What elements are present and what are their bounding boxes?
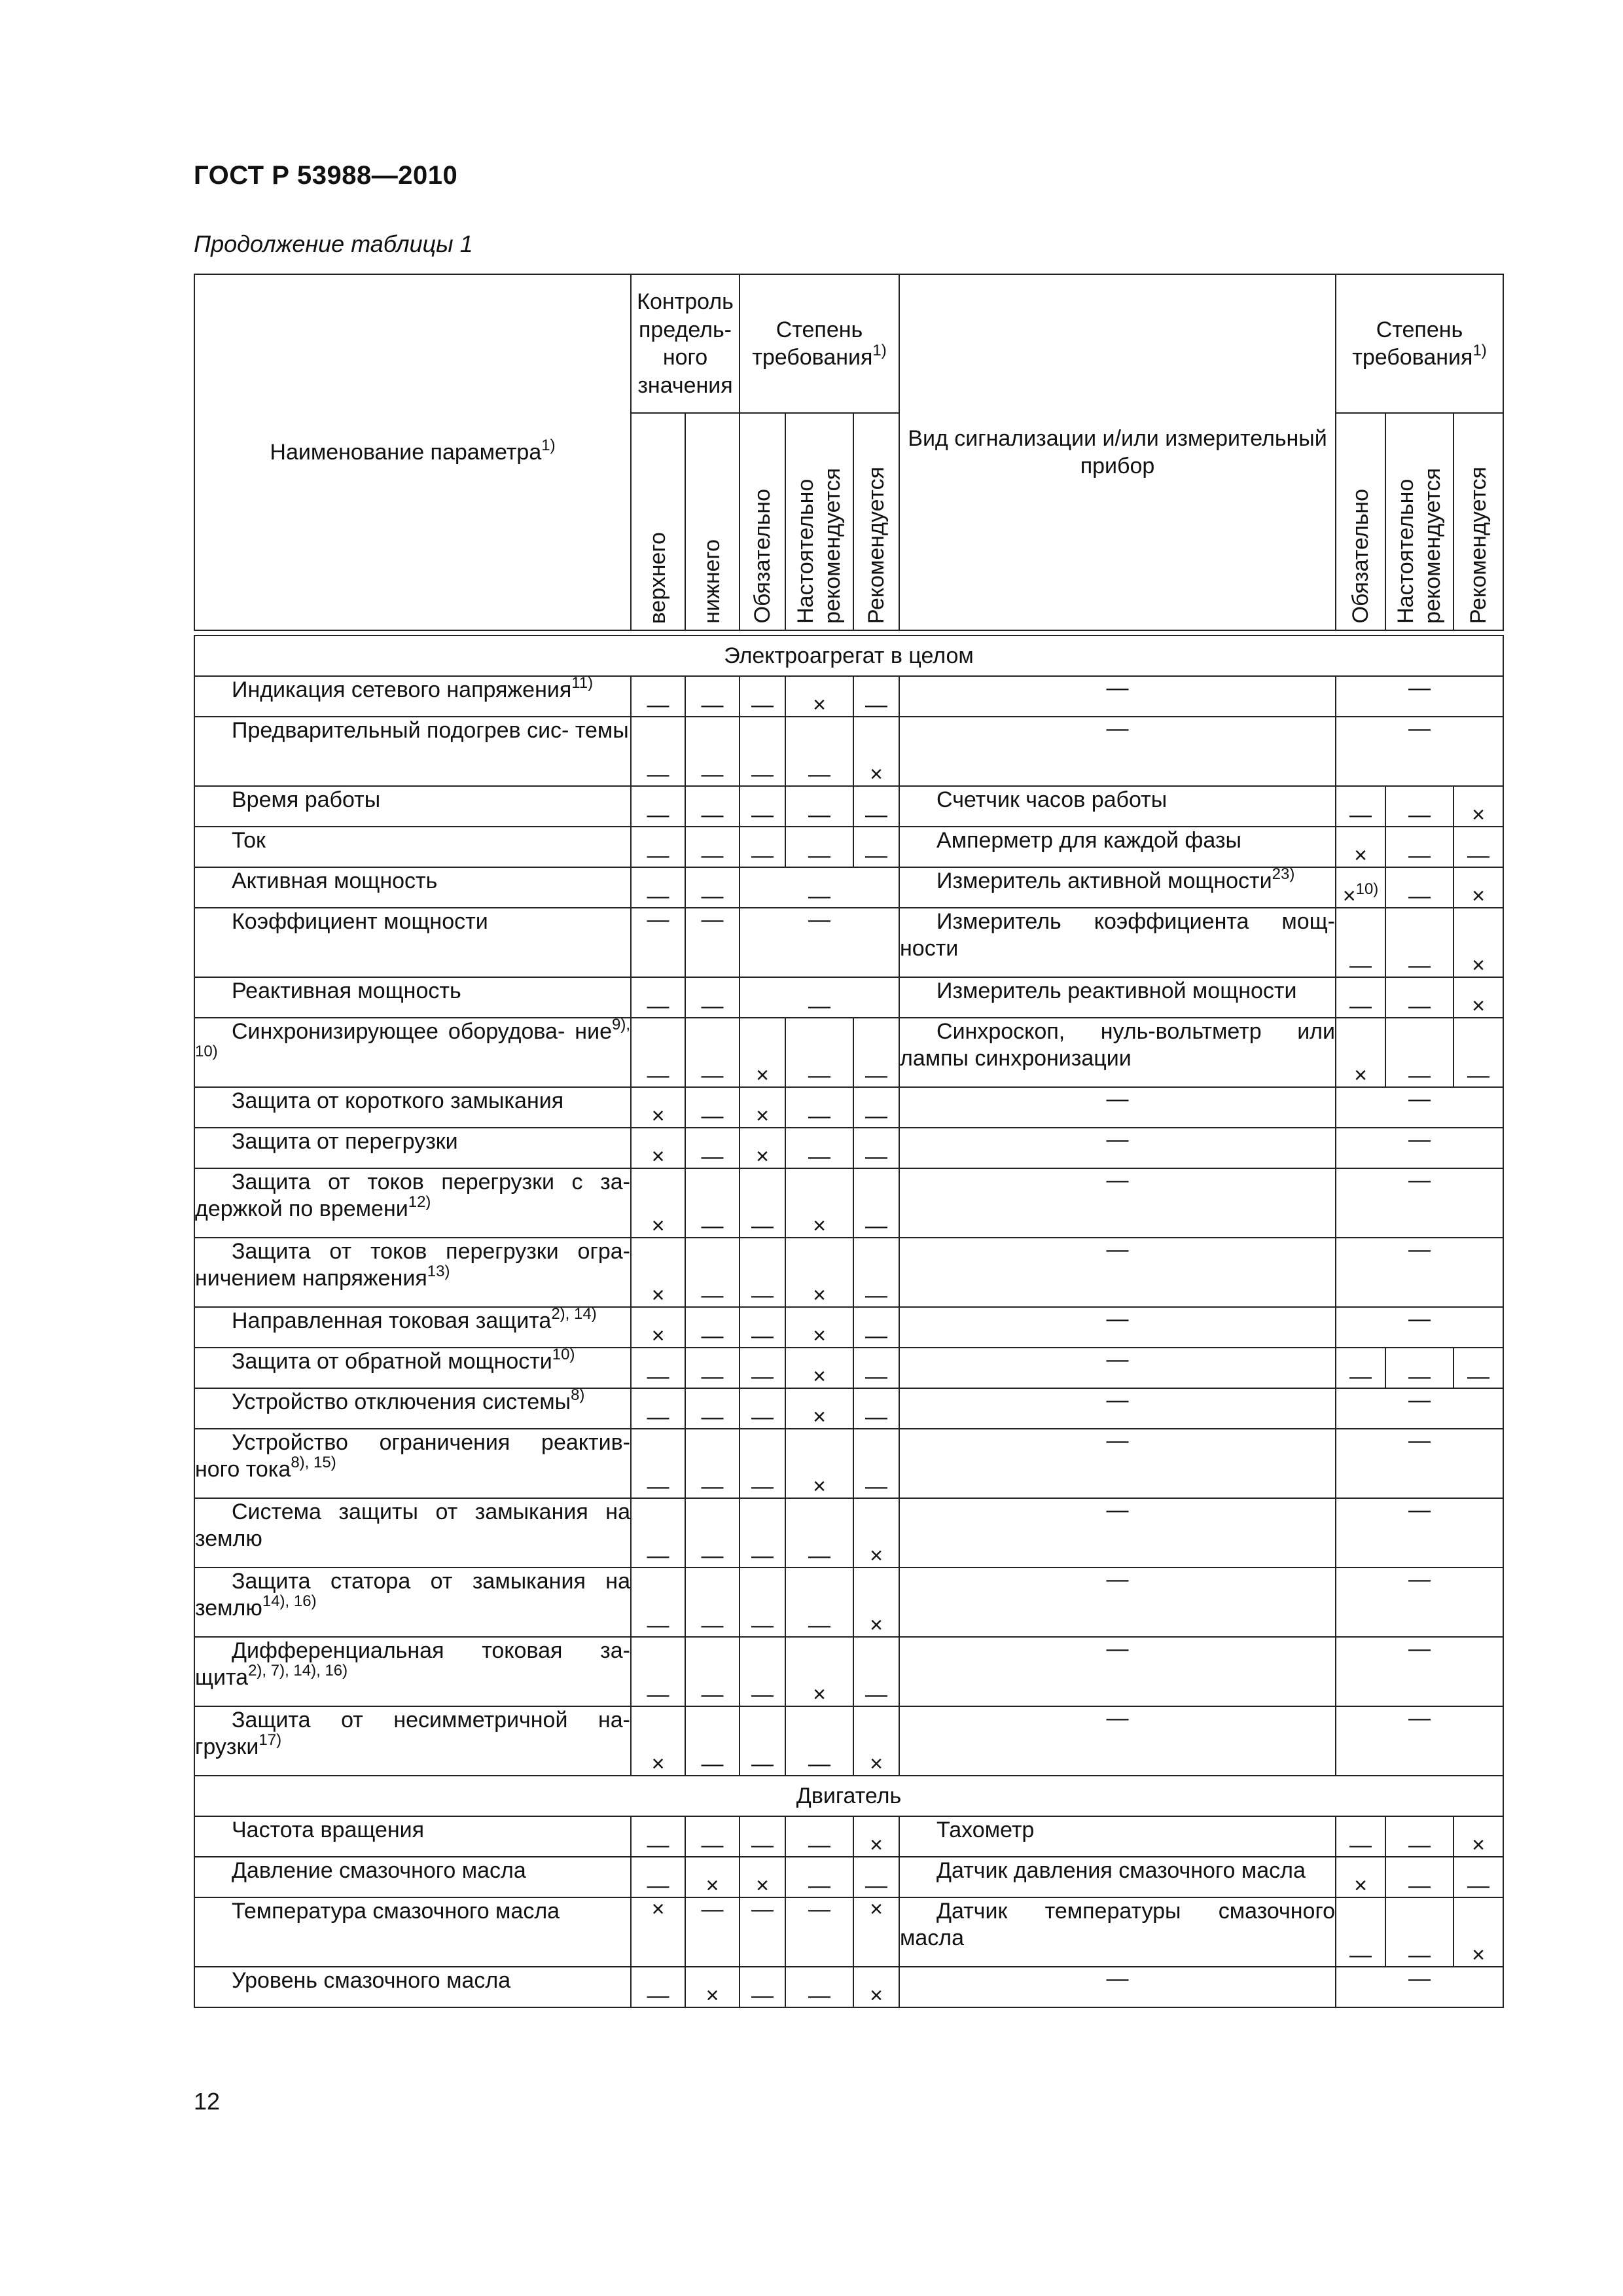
param-name: Реактивная мощность (194, 977, 631, 1018)
param-name: Температура смазочного масла (194, 1897, 631, 1967)
device-cell: — (899, 1706, 1336, 1776)
mark-cell: × (785, 676, 853, 717)
table-row (194, 1706, 1503, 1776)
mark-cell: — (631, 1857, 685, 1897)
mark-cell: — (631, 908, 685, 977)
mark-cell: — (685, 1498, 740, 1568)
table-row (194, 676, 1503, 717)
req-cell: — (1336, 1429, 1503, 1498)
req-cell: — (1336, 908, 1385, 977)
mark-cell: — (853, 1637, 899, 1706)
device-cell: — (899, 1388, 1336, 1429)
req-cell: × (1336, 1857, 1385, 1897)
device-cell: Измеритель коэффициента мощ- ности (899, 908, 1336, 977)
table-row (194, 1857, 1503, 1897)
mark-cell: — (853, 1857, 899, 1897)
mark-cell: — (785, 717, 853, 786)
table-row (194, 1568, 1503, 1637)
param-name: Защита от несимметричной на- грузки$^{17)}$ (194, 1706, 631, 1776)
mark-cell: — (631, 1637, 685, 1706)
mark-cell: × (853, 1706, 899, 1776)
mark-cell: × (853, 1967, 899, 2007)
req-cell: — (1454, 1018, 1503, 1087)
param-name: Защита от короткого замыкания (194, 1087, 631, 1128)
mark-cell: × (785, 1388, 853, 1429)
mark-cell: — (685, 1168, 740, 1238)
mark-cell: — (631, 1429, 685, 1498)
mark-cell: × (853, 1498, 899, 1568)
header-mandatory: Обязательно (740, 413, 785, 630)
mark-cell: — (740, 1348, 785, 1388)
table-row (194, 1388, 1503, 1429)
mark-cell: × (740, 1128, 785, 1168)
mark-cell: × (785, 1429, 853, 1498)
mark-cell: — (785, 1967, 853, 2007)
header-param-name: Наименование параметра$^{1)}$ (194, 274, 631, 630)
param-name: Защита статора от замыкания на землю$^{14), 16)}$ (194, 1568, 631, 1637)
req-cell: × (1454, 1816, 1503, 1857)
header-strongly-recommended: Настоятельно рекомендуется (785, 413, 853, 630)
table-row (194, 1498, 1503, 1568)
mark-cell: — (853, 1168, 899, 1238)
mark-cell: — (740, 1637, 785, 1706)
req-cell: — (1336, 1348, 1385, 1388)
mark-cell: — (853, 1307, 899, 1348)
device-cell: Синхроскоп, нуль-вольтметр или лампы синхронизации (899, 1018, 1336, 1087)
header-recommended: Рекомендуется (853, 413, 899, 630)
mark-cell: — (685, 786, 740, 827)
mark-cell: — (631, 1967, 685, 2007)
mark-cell: — (685, 1897, 740, 1967)
device-cell: — (899, 1967, 1336, 2007)
param-name: Устройство ограничения реактив- ного тока$^{8), 15)}$ (194, 1429, 631, 1498)
device-cell: — (899, 1168, 1336, 1238)
param-name: Предварительный подогрев сис- темы (194, 717, 631, 786)
table-row (194, 1348, 1503, 1388)
mark-cell: × (785, 1637, 853, 1706)
mark-cell: — (631, 717, 685, 786)
mark-cell: — (740, 1388, 785, 1429)
mark-cell: × (785, 1168, 853, 1238)
mark-cell: — (685, 1307, 740, 1348)
mark-cell: — (685, 676, 740, 717)
param-name: Синхронизирующее оборудова- ние$^{9), 10)}$ (194, 1018, 631, 1087)
device-cell: — (899, 1087, 1336, 1128)
req-cell: × (1336, 827, 1385, 867)
mark-cell: — (785, 1018, 853, 1087)
mark-cell: — (740, 1429, 785, 1498)
header-limit-control: Контроль предель- ного значения (631, 274, 740, 413)
device-cell: — (899, 676, 1336, 717)
mark-cell: — (685, 908, 740, 977)
mark-cell: — (685, 1087, 740, 1128)
mark-cell: — (785, 1857, 853, 1897)
mark-cell: — (853, 1388, 899, 1429)
table-row (194, 1168, 1503, 1238)
mark-cell: × (685, 1967, 740, 2007)
mark-cell: — (853, 1429, 899, 1498)
device-cell: — (899, 1568, 1336, 1637)
mark-cell: — (685, 1388, 740, 1429)
header-upper: верхнего (631, 413, 685, 630)
table-row (194, 908, 1503, 977)
mark-cell: — (631, 1348, 685, 1388)
mark-cell: — (853, 676, 899, 717)
req-cell: — (1336, 1897, 1385, 1967)
header-mandatory-2: Обязательно (1336, 413, 1385, 630)
param-name: Давление смазочного масла (194, 1857, 631, 1897)
mark-cell: — (740, 1307, 785, 1348)
mark-cell: × (853, 1568, 899, 1637)
table-row (194, 1637, 1503, 1706)
table-caption: Продолжение таблицы 1 (194, 230, 473, 257)
device-cell: — (899, 1348, 1336, 1388)
header-strongly-recommended-2: Настоятельно рекомендуется (1385, 413, 1454, 630)
mark-cell: — (853, 1348, 899, 1388)
req-cell: — (1385, 786, 1454, 827)
mark-cell: × (785, 1348, 853, 1388)
mark-cell: — (685, 977, 740, 1018)
req-cell: — (1454, 1348, 1503, 1388)
parameters-table (194, 274, 1504, 2008)
page-number: 12 (194, 2088, 221, 2115)
mark-cell: — (631, 676, 685, 717)
mark-cell: — (631, 1816, 685, 1857)
device-cell: Измеритель реактивной мощности (899, 977, 1336, 1018)
req-cell: — (1336, 1168, 1503, 1238)
param-name: Дифференциальная токовая за- щита$^{2), 7), 14), 16)}$ (194, 1637, 631, 1706)
mark-cell: × (631, 1706, 685, 1776)
param-name: Направленная токовая защита$^{2), 14)}$ (194, 1307, 631, 1348)
mark-cell: — (785, 786, 853, 827)
section-engine: Двигатель (194, 1776, 1503, 1816)
param-name: Уровень смазочного масла (194, 1967, 631, 2007)
table-row (194, 1018, 1503, 1087)
device-cell: Датчик давления смазочного масла (899, 1857, 1336, 1897)
param-name: Ток (194, 827, 631, 867)
req-cell: — (1336, 1128, 1503, 1168)
req-cell: — (1385, 1897, 1454, 1967)
param-name: Время работы (194, 786, 631, 827)
mark-cell: — (785, 1498, 853, 1568)
req-cell: — (1454, 1857, 1503, 1897)
mark-cell: — (685, 1128, 740, 1168)
mark-cell: — (853, 1128, 899, 1168)
mark-cell: — (740, 1168, 785, 1238)
mark-cell: × (631, 1087, 685, 1128)
mark-cell: — (740, 1816, 785, 1857)
mark-cell: — (853, 827, 899, 867)
mark-cell: — (685, 1429, 740, 1498)
table-row (194, 1238, 1503, 1307)
header-signal-type: Вид сигнализации и/или измерительный прибор (899, 274, 1336, 630)
document-header: ГОСТ Р 53988—2010 (194, 161, 458, 190)
mark-cell: — (785, 1897, 853, 1967)
device-cell: Тахометр (899, 1816, 1336, 1857)
table-row (194, 786, 1503, 827)
mark-cell: — (685, 1637, 740, 1706)
mark-cell: × (740, 1857, 785, 1897)
mark-cell: — (785, 1568, 853, 1637)
req-cell: — (1336, 1498, 1503, 1568)
mark-cell: — (685, 1568, 740, 1637)
req-cell: — (1385, 977, 1454, 1018)
mark-cell: — (740, 827, 785, 867)
table-row (194, 1128, 1503, 1168)
req-cell: × (1454, 786, 1503, 827)
header-req-degree: Степень требования$^{1)}$ (740, 274, 899, 413)
table-row (194, 1816, 1503, 1857)
section-genset: Электроагрегат в целом (194, 636, 1503, 676)
req-cell: — (1336, 1637, 1503, 1706)
mark-cell: — (685, 1018, 740, 1087)
req-cell: — (1385, 1348, 1454, 1388)
mark-cell: — (685, 1816, 740, 1857)
table-row (194, 717, 1503, 786)
req-cell: — (1336, 717, 1503, 786)
mark-cell: × (785, 1307, 853, 1348)
param-name: Система защиты от замыкания на землю (194, 1498, 631, 1568)
mark-cell: × (853, 1816, 899, 1857)
mark-cell: — (853, 786, 899, 827)
req-cell: — (1336, 786, 1385, 827)
device-cell: — (899, 717, 1336, 786)
header-recommended-2: Рекомендуется (1454, 413, 1503, 630)
mark-cell: — (631, 977, 685, 1018)
device-cell: Амперметр для каждой фазы (899, 827, 1336, 867)
device-cell: Измеритель активной мощности$^{23)}$ (899, 867, 1336, 908)
table-row (194, 1967, 1503, 2007)
mark-cell: × (685, 1857, 740, 1897)
mark-cell: — (785, 827, 853, 867)
mark-cell: — (685, 717, 740, 786)
mark-cell: — (685, 1706, 740, 1776)
req-cell: — (1336, 1816, 1385, 1857)
mark-cell: — (631, 1018, 685, 1087)
req-cell: — (1385, 827, 1454, 867)
device-cell: — (899, 1498, 1336, 1568)
mark-cell: — (740, 867, 899, 908)
device-cell: — (899, 1637, 1336, 1706)
mark-cell: × (631, 1307, 685, 1348)
req-cell: — (1385, 1857, 1454, 1897)
req-cell: — (1385, 867, 1454, 908)
param-name: Активная мощность (194, 867, 631, 908)
mark-cell: × (631, 1238, 685, 1307)
device-cell: Датчик температуры смазочного масла (899, 1897, 1336, 1967)
mark-cell: — (631, 867, 685, 908)
mark-cell: — (853, 1238, 899, 1307)
mark-cell: — (740, 977, 899, 1018)
header-req-degree-2: Степень требования$^{1)}$ (1336, 274, 1503, 413)
mark-cell: — (740, 676, 785, 717)
req-cell: — (1336, 1706, 1503, 1776)
param-name: Индикация сетевого напряжения$^{11)}$ (194, 676, 631, 717)
param-name: Коэффициент мощности (194, 908, 631, 977)
device-cell: Счетчик часов работы (899, 786, 1336, 827)
device-cell: — (899, 1429, 1336, 1498)
param-name: Защита от обратной мощности$^{10)}$ (194, 1348, 631, 1388)
table-row (194, 1307, 1503, 1348)
table-row (194, 827, 1503, 867)
mark-cell: — (631, 1568, 685, 1637)
req-cell: — (1336, 1388, 1503, 1429)
mark-cell: — (785, 1706, 853, 1776)
table-row (194, 867, 1503, 908)
req-cell: × (1454, 908, 1503, 977)
mark-cell: × (740, 1087, 785, 1128)
param-name: Защита от перегрузки (194, 1128, 631, 1168)
header-lower: нижнего (685, 413, 740, 630)
mark-cell: — (631, 1388, 685, 1429)
mark-cell: — (740, 1706, 785, 1776)
param-name: Устройство отключения системы$^{8)}$ (194, 1388, 631, 1429)
req-cell: × (1454, 867, 1503, 908)
table-row (194, 977, 1503, 1018)
req-cell: — (1336, 676, 1503, 717)
mark-cell: — (740, 786, 785, 827)
table-row (194, 1897, 1503, 1967)
req-cell: — (1336, 1307, 1503, 1348)
req-cell: × (1454, 977, 1503, 1018)
mark-cell: — (740, 1897, 785, 1967)
req-cell: — (1336, 1087, 1503, 1128)
mark-cell: × (631, 1168, 685, 1238)
device-cell: — (899, 1238, 1336, 1307)
mark-cell: × (740, 1018, 785, 1087)
device-cell: — (899, 1307, 1336, 1348)
req-cell: — (1454, 827, 1503, 867)
param-name: Защита от токов перегрузки с за- держкой по времени$^{12)}$ (194, 1168, 631, 1238)
mark-cell: — (631, 1498, 685, 1568)
mark-cell: — (740, 908, 899, 977)
mark-cell: × (631, 1897, 685, 1967)
mark-cell: × (853, 1897, 899, 1967)
req-cell: — (1336, 1568, 1503, 1637)
req-cell: — (1336, 1238, 1503, 1307)
req-cell: — (1336, 977, 1385, 1018)
param-name: Защита от токов перегрузки огра- ничением напряжения$^{13)}$ (194, 1238, 631, 1307)
table-row (194, 1087, 1503, 1128)
mark-cell: — (740, 1568, 785, 1637)
mark-cell: × (631, 1128, 685, 1168)
mark-cell: — (685, 1238, 740, 1307)
mark-cell: × (785, 1238, 853, 1307)
mark-cell: — (785, 1087, 853, 1128)
mark-cell: — (740, 1498, 785, 1568)
mark-cell: — (785, 1816, 853, 1857)
device-cell: — (899, 1128, 1336, 1168)
req-cell: × (1336, 1018, 1385, 1087)
mark-cell: — (785, 1128, 853, 1168)
mark-cell: — (740, 1238, 785, 1307)
mark-cell: — (631, 786, 685, 827)
mark-cell: — (685, 827, 740, 867)
req-cell: — (1385, 908, 1454, 977)
req-cell: — (1385, 1816, 1454, 1857)
req-cell: × (1454, 1897, 1503, 1967)
req-cell: — (1385, 1018, 1454, 1087)
mark-cell: — (853, 1018, 899, 1087)
mark-cell: — (685, 867, 740, 908)
req-cell: ×$^{10)}$ (1336, 867, 1385, 908)
req-cell: — (1336, 1967, 1503, 2007)
mark-cell: × (853, 717, 899, 786)
mark-cell: — (740, 717, 785, 786)
param-name: Частота вращения (194, 1816, 631, 1857)
mark-cell: — (740, 1967, 785, 2007)
mark-cell: — (685, 1348, 740, 1388)
mark-cell: — (631, 827, 685, 867)
table-row (194, 1429, 1503, 1498)
mark-cell: — (853, 1087, 899, 1128)
